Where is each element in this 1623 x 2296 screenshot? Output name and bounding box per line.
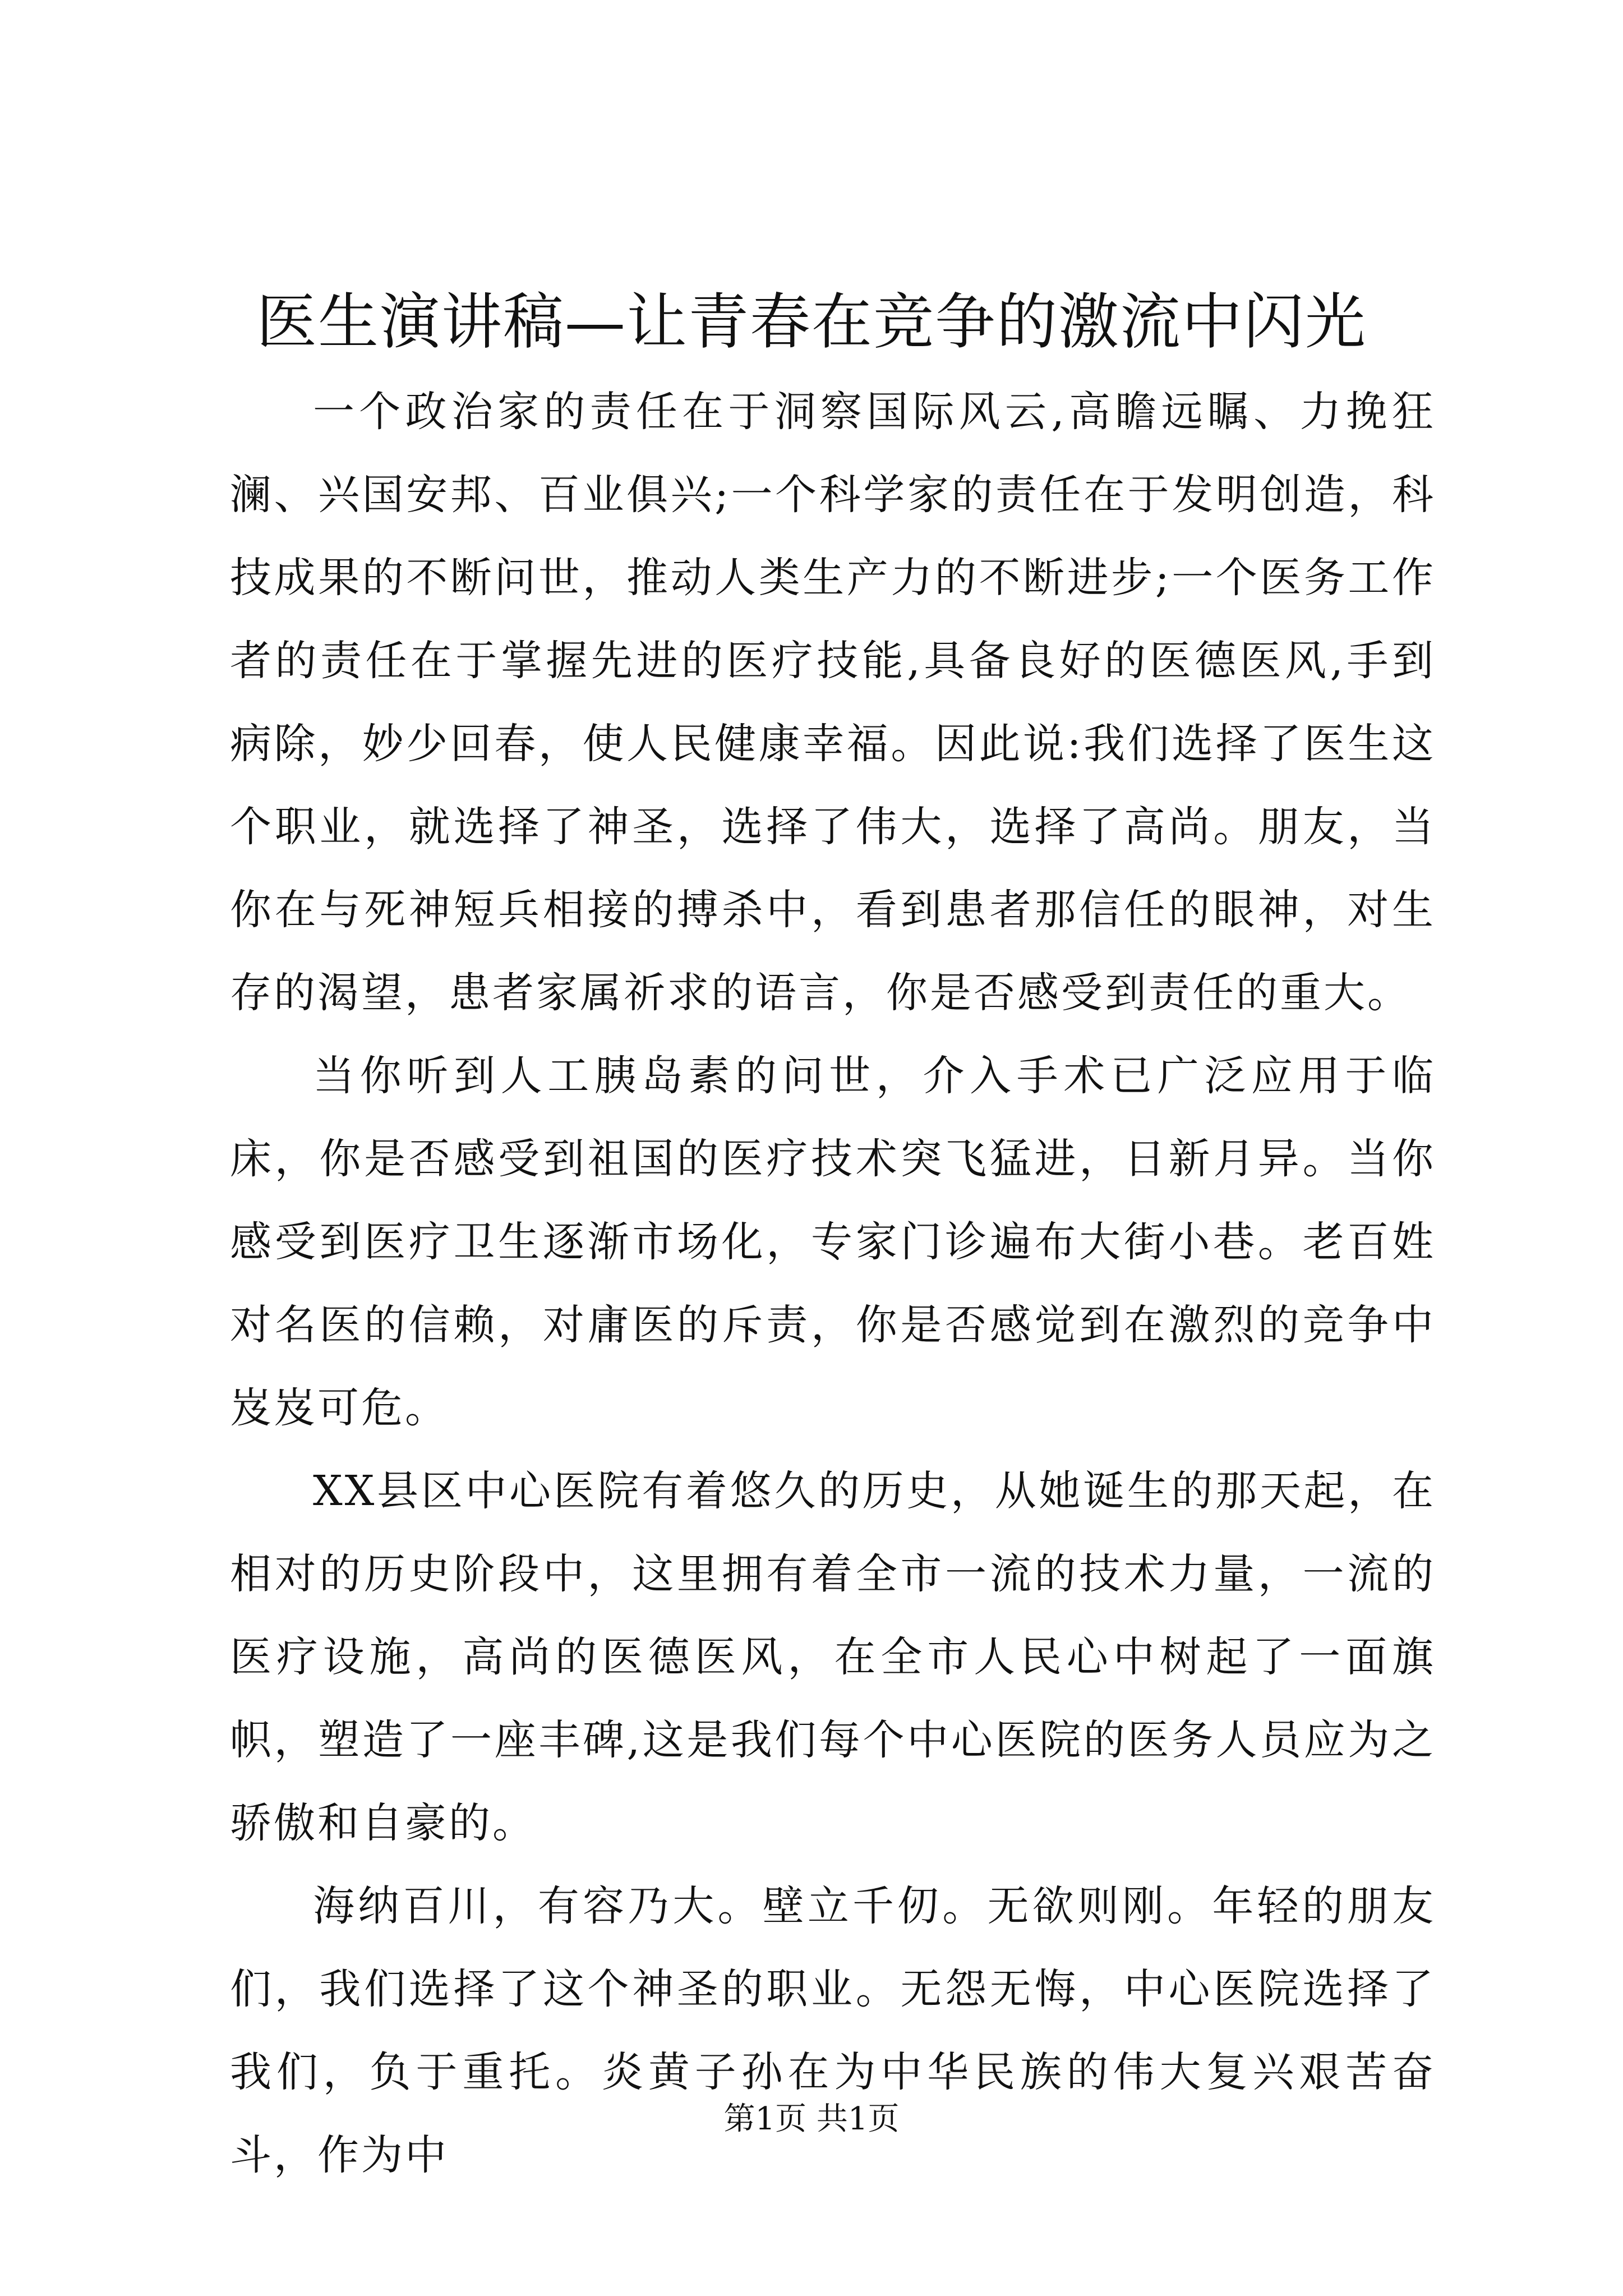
paragraph-3: XX县区中心医院有着悠久的历史，从她诞生的那天起，在相对的历史阶段中，这里拥有着全市一流的技术力量，一流的医疗设施，高尚的医德医风，在全市人民心中树起了一面旗帜，塑造了一座丰碑,这是我们每个中心医院的医务人员应为之骄傲和自豪的。 <box>230 1467 1436 1847</box>
paragraph-1: 一个政治家的责任在于洞察国际风云,高瞻远瞩、力挽狂澜、兴国安邦、百业俱兴;一个科学家的责任在于发明创造，科技成果的不断问世，推动人类生产力的不断进步;一个医务工作者的责任在于掌握先进的医疗技能,具备良好的医德医风,手到病除，妙少回春，使人民健康幸福。因此说:我们选择了医生这个职业，就选择了神圣，选择了伟大，选择了高尚。朋友，当你在与死神短兵相接的搏杀中，看到患者那信任的眼神，对生存的渴望，患者家属祈求的语言，你是否感受到责任的重大。 <box>230 388 1436 1017</box>
page-number-footer: 第1页 共1页 <box>723 2101 900 2137</box>
document-body <box>230 370 1436 2197</box>
document-title: 医生演讲稿—让青春在竞争的激流中闪光 <box>256 287 1367 357</box>
paragraph-2: 当你听到人工胰岛素的问世，介入手术已广泛应用于临床，你是否感受到祖国的医疗技术突飞猛进，日新月异。当你感受到医疗卫生逐渐市场化，专家门诊遍布大街小巷。老百姓对名医的信赖，对庸医的斥责，你是否感觉到在激烈的竞争中岌岌可危。 <box>230 1052 1436 1432</box>
paragraph-4: 海纳百川，有容乃大。壁立千仞。无欲则刚。年轻的朋友们，我们选择了这个神圣的职业。无怨无悔，中心医院选择了我们，负于重托。炎黄子孙在为中华民族的伟大复兴艰苦奋斗，作为中 <box>230 1882 1436 2179</box>
